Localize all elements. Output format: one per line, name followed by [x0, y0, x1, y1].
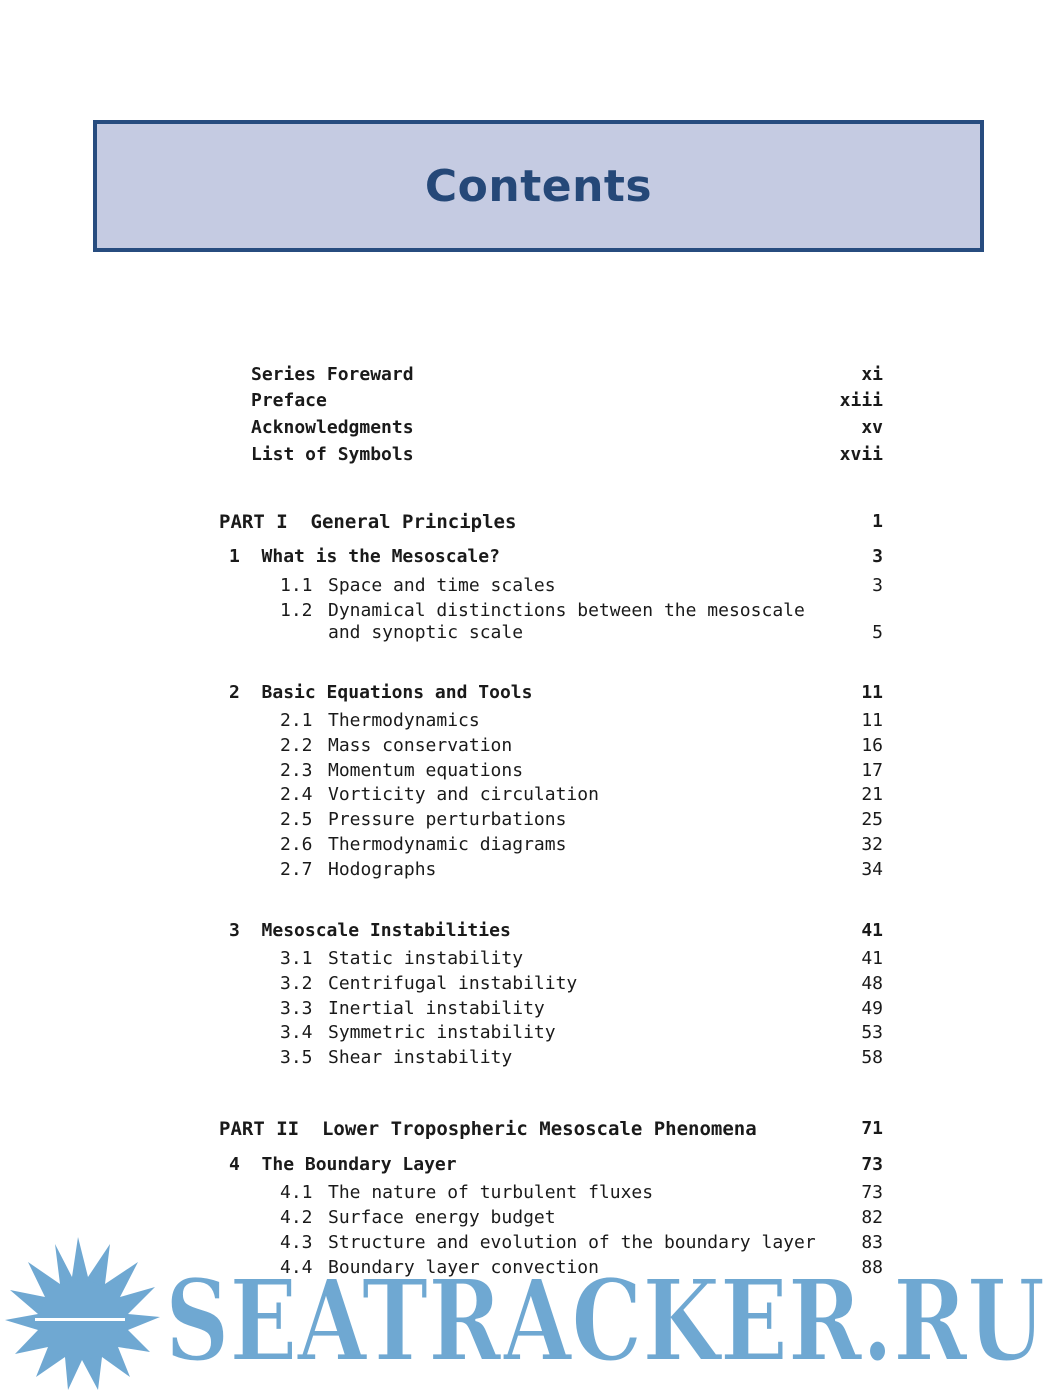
- section-title[interactable]: Vorticity and circulation: [328, 784, 599, 805]
- contents-title-box: [93, 120, 984, 252]
- section-title[interactable]: Shear instability: [328, 1047, 513, 1068]
- section-number: 4.2: [280, 1207, 313, 1228]
- section-title[interactable]: Thermodynamics: [328, 710, 480, 731]
- section-title[interactable]: Space and time scales: [328, 575, 556, 596]
- section-number: 3.4: [280, 1022, 313, 1043]
- chapter-number: 4: [229, 1154, 240, 1175]
- chapter-title: Basic Equations and Tools: [261, 682, 533, 703]
- toc-page: 16: [861, 735, 883, 756]
- toc-page: 49: [861, 998, 883, 1019]
- toc-page: 1: [872, 511, 883, 532]
- part-title: General Principles: [310, 511, 517, 533]
- section-number: 4.3: [280, 1232, 313, 1253]
- toc-page: 5: [872, 622, 883, 643]
- toc-entry-list-of-symbols[interactable]: List of Symbols: [251, 444, 414, 465]
- toc-page: 32: [861, 834, 883, 855]
- toc-page: xi: [861, 364, 883, 385]
- toc-page: 25: [861, 809, 883, 830]
- section-title[interactable]: Momentum equations: [328, 760, 524, 781]
- section-title[interactable]: Symmetric instability: [328, 1022, 556, 1043]
- part-heading[interactable]: [219, 511, 516, 533]
- section-title[interactable]: Centrifugal instability: [328, 973, 578, 994]
- chapter-heading[interactable]: [229, 546, 500, 568]
- chapter-number: 2: [229, 682, 240, 703]
- chapter-heading[interactable]: [229, 1154, 457, 1176]
- sun-logo-icon: [5, 1237, 160, 1390]
- toc-page: 3: [872, 546, 883, 567]
- toc-page: 82: [861, 1207, 883, 1228]
- toc-page: xvii: [839, 444, 883, 465]
- section-number: 3.1: [280, 948, 313, 969]
- toc-page: 88: [861, 1257, 883, 1278]
- section-title[interactable]: Structure and evolution of the boundary layer: [328, 1232, 816, 1253]
- watermark-text: SEATRACKER.RU: [165, 1256, 1045, 1387]
- section-number: 2.1: [280, 710, 313, 731]
- section-number: 3.5: [280, 1047, 313, 1068]
- section-number: 3.2: [280, 973, 313, 994]
- toc-entry-preface[interactable]: Preface: [251, 390, 327, 411]
- toc-entry-series-foreward[interactable]: Series Foreward: [251, 364, 414, 385]
- section-number: 4.4: [280, 1257, 313, 1278]
- section-title[interactable]: The nature of turbulent fluxes: [328, 1182, 654, 1203]
- toc-page: 41: [861, 920, 883, 941]
- chapter-title: Mesoscale Instabilities: [261, 920, 511, 941]
- part-label: PART I: [219, 511, 288, 533]
- toc-page: 71: [861, 1118, 883, 1139]
- section-number: 2.5: [280, 809, 313, 830]
- section-title[interactable]: Static instability: [328, 948, 524, 969]
- chapter-title: What is the Mesoscale?: [261, 546, 500, 567]
- chapter-number: 3: [229, 920, 240, 941]
- chapter-title: The Boundary Layer: [261, 1154, 457, 1175]
- section-number: 4.1: [280, 1182, 313, 1203]
- section-title[interactable]: Boundary layer convection: [328, 1257, 599, 1278]
- toc-page: 11: [861, 682, 883, 703]
- chapter-heading[interactable]: [229, 920, 511, 942]
- part-title: Lower Tropospheric Mesoscale Phenomena: [321, 1118, 757, 1140]
- part-label: PART II: [219, 1118, 300, 1140]
- toc-page: 53: [861, 1022, 883, 1043]
- watermark: [0, 1232, 1058, 1391]
- toc-entry-acknowledgments[interactable]: Acknowledgments: [251, 417, 414, 438]
- section-number: 2.4: [280, 784, 313, 805]
- toc-page: 34: [861, 859, 883, 880]
- toc-page: 21: [861, 784, 883, 805]
- part-heading[interactable]: [219, 1118, 757, 1140]
- toc-page: 11: [861, 710, 883, 731]
- section-title[interactable]: Thermodynamic diagrams: [328, 834, 567, 855]
- chapter-heading[interactable]: [229, 682, 532, 704]
- section-title[interactable]: Inertial instability: [328, 998, 545, 1019]
- toc-page: xiii: [839, 390, 883, 411]
- toc-page: 58: [861, 1047, 883, 1068]
- section-title[interactable]: Hodographs: [328, 859, 437, 880]
- section-number: 1.1: [280, 575, 313, 596]
- section-number: 2.7: [280, 859, 313, 880]
- section-title[interactable]: Surface energy budget: [328, 1207, 556, 1228]
- toc-page: 3: [872, 575, 883, 596]
- toc-page: 73: [861, 1154, 883, 1175]
- toc-page: 48: [861, 973, 883, 994]
- section-number: 2.2: [280, 735, 313, 756]
- toc-page: 41: [861, 948, 883, 969]
- page-title: Contents: [424, 160, 653, 212]
- toc-page: xv: [861, 417, 883, 438]
- section-number: 3.3: [280, 998, 313, 1019]
- toc-page: 17: [861, 760, 883, 781]
- section-number: 2.3: [280, 760, 313, 781]
- section-title[interactable]: Pressure perturbations: [328, 809, 567, 830]
- section-number: 2.6: [280, 834, 313, 855]
- chapter-number: 1: [229, 546, 240, 567]
- section-title-continued[interactable]: and synoptic scale: [328, 622, 524, 643]
- section-number: 1.2: [280, 600, 313, 621]
- toc-page: 83: [861, 1232, 883, 1253]
- section-title[interactable]: Dynamical distinctions between the mesoscale: [328, 600, 805, 621]
- toc-page: 73: [861, 1182, 883, 1203]
- section-title[interactable]: Mass conservation: [328, 735, 513, 756]
